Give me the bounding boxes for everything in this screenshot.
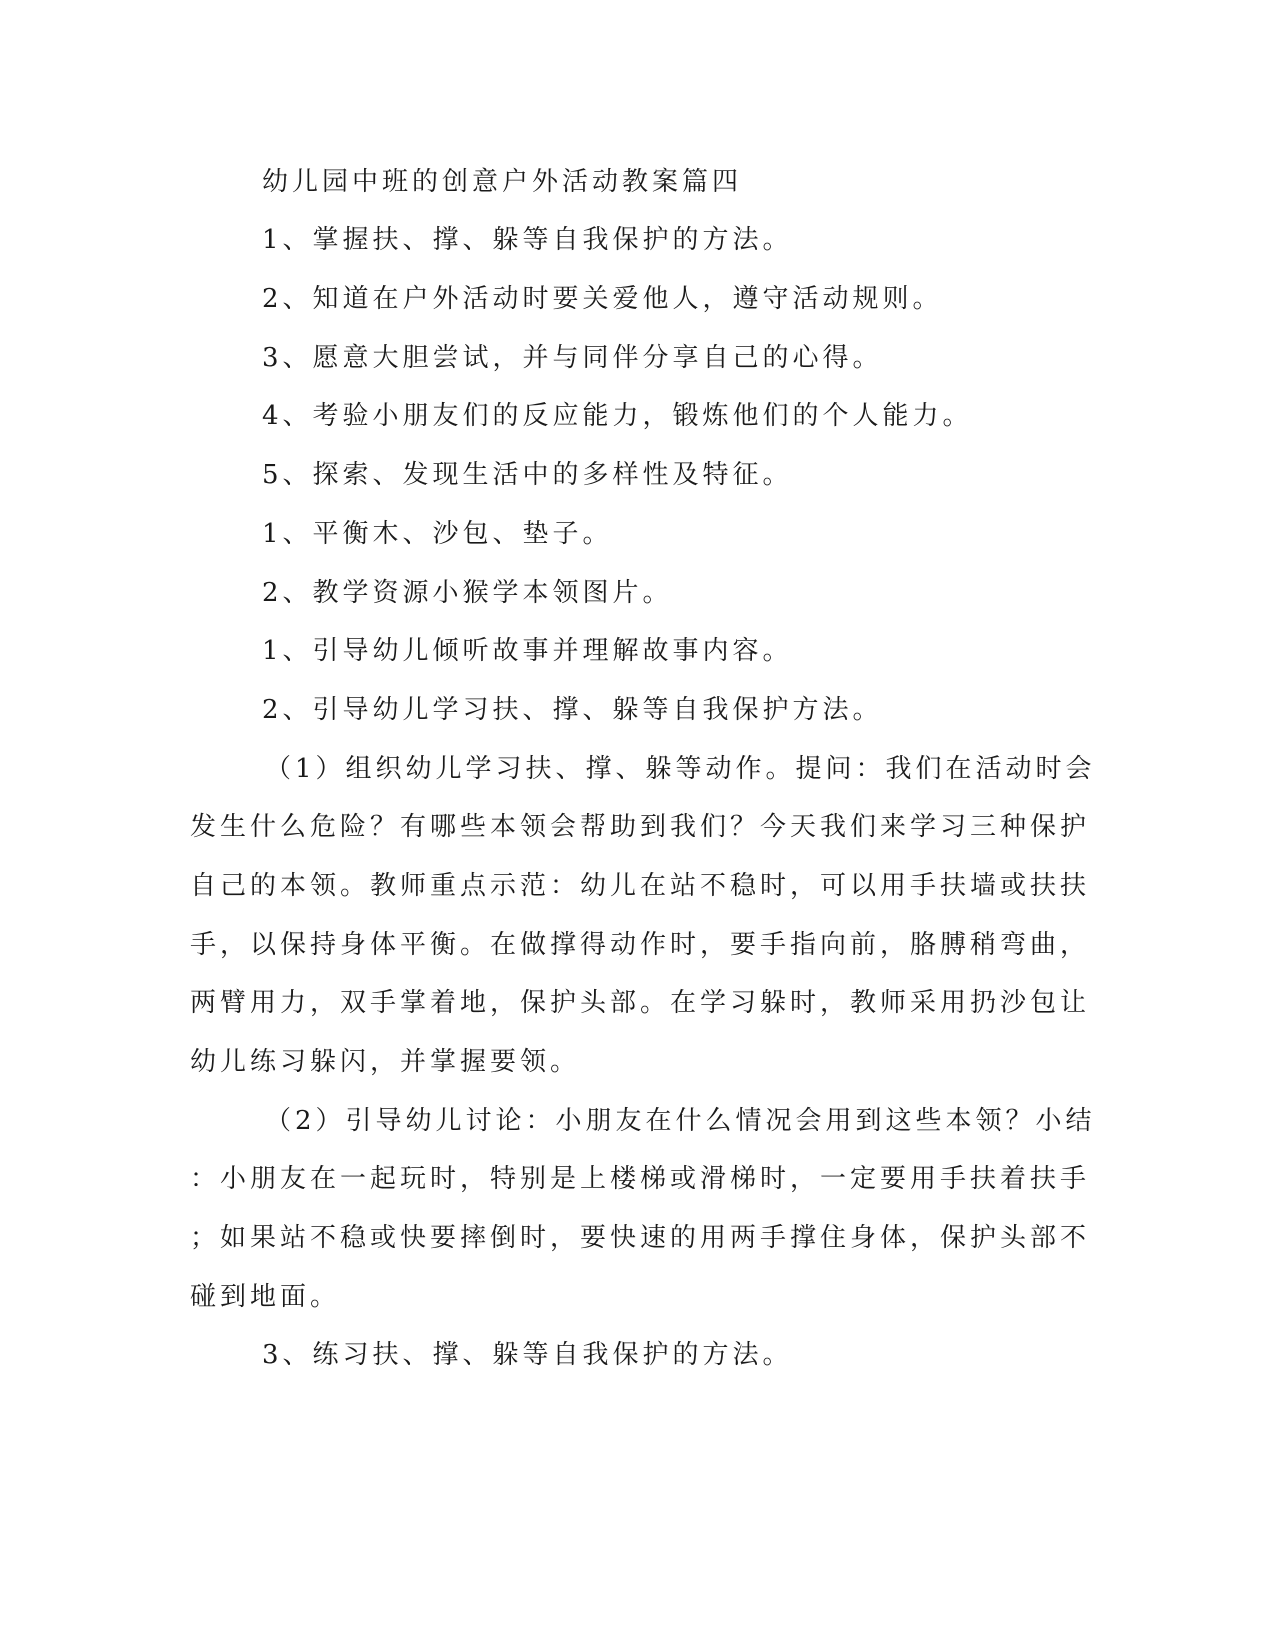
paragraph-2-line-2: ：小朋友在一起玩时，特别是上楼梯或滑梯时，一定要用手扶着扶手 xyxy=(190,1164,1091,1194)
paragraph-1-line-5: 两臂用力，双手掌着地，保护头部。在学习躲时，教师采用扔沙包让 xyxy=(190,988,1091,1018)
document-title: 幼儿园中班的创意户外活动教案篇四 xyxy=(262,167,743,197)
goal-item-4: 4、考验小朋友们的反应能力，锻炼他们的个人能力。 xyxy=(262,401,973,431)
paragraph-1-line-1: （1）组织幼儿学习扶、撑、躲等动作。提问：我们在活动时会 xyxy=(265,754,1096,784)
paragraph-1-line-6: 幼儿练习躲闪，并掌握要领。 xyxy=(190,1047,581,1077)
paragraph-1-line-2: 发生什么危险？有哪些本领会帮助到我们？今天我们来学习三种保护 xyxy=(190,812,1091,842)
goal-item-3: 3、愿意大胆尝试，并与同伴分享自己的心得。 xyxy=(262,343,883,373)
goal-item-1: 1、掌握扶、撑、躲等自我保护的方法。 xyxy=(262,225,793,255)
final-item: 3、练习扶、撑、躲等自我保护的方法。 xyxy=(262,1340,793,1370)
material-item-1: 1、平衡木、沙包、垫子。 xyxy=(262,519,613,549)
material-item-2: 2、教学资源小猴学本领图片。 xyxy=(262,578,673,608)
goal-item-2: 2、知道在户外活动时要关爱他人，遵守活动规则。 xyxy=(262,284,943,314)
process-item-2: 2、引导幼儿学习扶、撑、躲等自我保护方法。 xyxy=(262,695,883,725)
paragraph-1-line-4: 手，以保持身体平衡。在做撑得动作时，要手指向前，胳膊稍弯曲， xyxy=(190,930,1091,960)
goal-item-5: 5、探索、发现生活中的多样性及特征。 xyxy=(262,460,793,490)
paragraph-1-line-3: 自己的本领。教师重点示范：幼儿在站不稳时，可以用手扶墙或扶扶 xyxy=(190,871,1091,901)
paragraph-2-line-3: ；如果站不稳或快要摔倒时，要快速的用两手撑住身体，保护头部不 xyxy=(190,1223,1091,1253)
paragraph-2-line-1: （2）引导幼儿讨论：小朋友在什么情况会用到这些本领？小结 xyxy=(265,1106,1096,1136)
process-item-1: 1、引导幼儿倾听故事并理解故事内容。 xyxy=(262,636,793,666)
paragraph-2-line-4: 碰到地面。 xyxy=(190,1282,341,1312)
